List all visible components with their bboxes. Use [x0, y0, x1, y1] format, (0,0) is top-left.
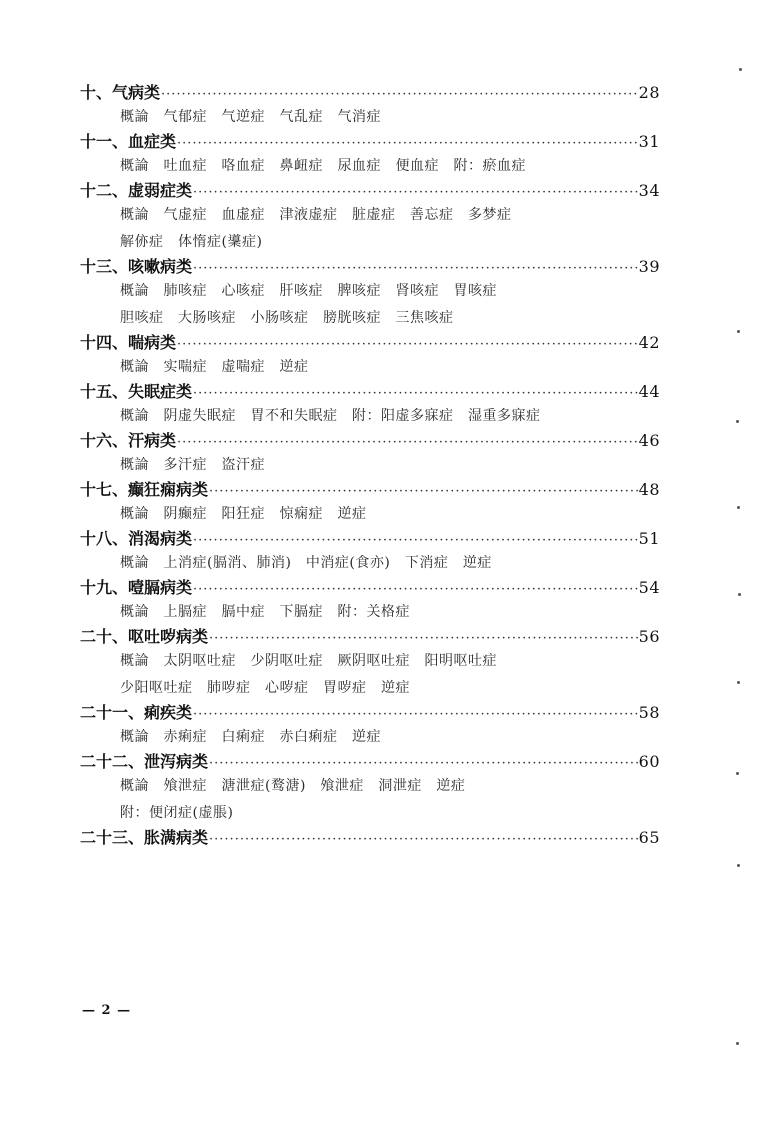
chapter-number: 二十一、 — [80, 703, 145, 722]
toc-heading-row — [80, 827, 660, 849]
toc-heading-row — [80, 577, 660, 599]
toc-entry — [80, 827, 660, 849]
subtopic-line: 概論 阴虚失眠症 胃不和失眠症 附：阳虚多寐症 湿重多寐症 — [120, 408, 541, 424]
page-number: 39 — [638, 257, 660, 276]
scan-speck — [736, 772, 739, 775]
toc-heading-row — [80, 430, 660, 452]
subtopic-line: 概論 飧泄症 溏泄症(鹜溏) 飧泄症 洞泄症 逆症 — [120, 778, 466, 794]
chapter-number: 十七、 — [80, 480, 129, 499]
subtopic-line: 概論 赤痢症 白痢症 赤白痢症 逆症 — [120, 729, 381, 745]
toc-heading-row — [80, 180, 660, 202]
dot-leader — [177, 334, 638, 356]
scan-speck — [737, 681, 740, 684]
chapter-number: 十六、 — [80, 431, 129, 450]
dot-leader — [193, 704, 638, 726]
subtopic-line: 概論 上膈症 膈中症 下膈症 附：关格症 — [120, 604, 410, 620]
table-of-contents — [80, 82, 660, 849]
toc-entry — [80, 381, 660, 430]
chapter-number: 十、 — [80, 83, 113, 102]
chapter-number: 十二、 — [80, 181, 129, 200]
subtopic-line: 胆咳症 大肠咳症 小肠咳症 膀胱咳症 三焦咳症 — [120, 310, 454, 326]
chapter-title: 消渴病类 — [128, 529, 193, 548]
page-number: 65 — [638, 828, 660, 847]
chapter-title: 噎膈病类 — [128, 578, 193, 597]
toc-entry — [80, 751, 660, 827]
chapter-title: 虚弱症类 — [128, 181, 193, 200]
page-number: 48 — [638, 480, 660, 499]
dot-leader — [209, 829, 638, 851]
subtopic-line: 少阳呕吐症 肺哕症 心哕症 胃哕症 逆症 — [120, 680, 410, 696]
dot-leader — [193, 182, 638, 204]
chapter-number: 二十、 — [80, 627, 129, 646]
chapter-title: 气病类 — [112, 83, 161, 102]
chapter-title: 失眠症类 — [128, 382, 193, 401]
dot-leader — [193, 258, 638, 280]
page-number-footer: — 2 — — [82, 1003, 132, 1018]
toc-heading-row — [80, 626, 660, 648]
dot-leader — [193, 579, 638, 601]
page-number: 51 — [638, 529, 660, 548]
dot-leader — [209, 628, 638, 650]
toc-entry — [80, 702, 660, 751]
chapter-title: 汗病类 — [128, 431, 177, 450]
dot-leader — [193, 383, 638, 405]
subtopic-line: 概論 多汗症 盗汗症 — [120, 457, 265, 473]
chapter-number: 十四、 — [80, 333, 129, 352]
chapter-title: 胀满病类 — [144, 828, 209, 847]
scan-speck — [736, 420, 739, 423]
toc-entry — [80, 479, 660, 528]
subtopic-line: 概論 肺咳症 心咳症 肝咳症 脾咳症 肾咳症 胃咳症 — [120, 283, 497, 299]
chapter-number: 十八、 — [80, 529, 129, 548]
subtopic-line: 解㑊症 体惰症(䆃症) — [120, 234, 263, 250]
page-number: 28 — [638, 83, 660, 102]
scan-speck — [736, 1042, 739, 1045]
toc-heading-row — [80, 332, 660, 354]
toc-entry — [80, 528, 660, 577]
subtopic-line: 概論 气虚症 血虚症 津液虚症 脏虚症 善忘症 多梦症 — [120, 207, 512, 223]
toc-heading-row — [80, 702, 660, 724]
dot-leader — [161, 84, 638, 106]
chapter-number: 十一、 — [80, 132, 129, 151]
chapter-title: 癫狂痫病类 — [128, 480, 209, 499]
subtopic-line: 概論 阴癫症 阳狂症 惊痫症 逆症 — [120, 506, 367, 522]
toc-heading-row — [80, 82, 660, 104]
page-number: 58 — [638, 703, 660, 722]
page-number: 54 — [638, 578, 660, 597]
chapter-number: 十九、 — [80, 578, 129, 597]
page-number: 42 — [638, 333, 660, 352]
toc-entry — [80, 82, 660, 131]
page-number: 31 — [638, 132, 660, 151]
toc-heading-row — [80, 751, 660, 773]
dot-leader — [209, 753, 638, 775]
chapter-title: 痢疾类 — [144, 703, 193, 722]
chapter-title: 血症类 — [128, 132, 177, 151]
scan-speck — [737, 506, 740, 509]
scan-speck — [738, 593, 741, 596]
toc-entry — [80, 131, 660, 180]
chapter-title: 喘病类 — [128, 333, 177, 352]
chapter-number: 二十二、 — [80, 752, 145, 771]
toc-heading-row — [80, 131, 660, 153]
chapter-title: 呕吐哕病类 — [128, 627, 209, 646]
chapter-title: 泄泻病类 — [144, 752, 209, 771]
chapter-number: 二十三、 — [80, 828, 145, 847]
scan-speck — [739, 68, 742, 71]
subtopic-line: 概論 气郁症 气逆症 气乱症 气消症 — [120, 109, 381, 125]
chapter-number: 十五、 — [80, 382, 129, 401]
dot-leader — [209, 481, 638, 503]
chapter-number: 十三、 — [80, 257, 129, 276]
page-number: 60 — [638, 752, 660, 771]
subtopic-line: 概論 吐血症 咯血症 鼻衄症 尿血症 便血症 附：瘀血症 — [120, 158, 526, 174]
toc-list — [80, 82, 660, 849]
scan-speck — [737, 864, 740, 867]
subtopic-line: 概論 实喘症 虚喘症 逆症 — [120, 359, 309, 375]
subtopic-line: 附：便闭症(虚脹) — [120, 805, 234, 821]
chapter-title: 咳嗽病类 — [128, 257, 193, 276]
dot-leader — [177, 133, 638, 155]
page-number: 46 — [638, 431, 660, 450]
toc-heading-row — [80, 528, 660, 550]
toc-entry — [80, 430, 660, 479]
toc-heading-row — [80, 256, 660, 278]
toc-heading-row — [80, 479, 660, 501]
subtopic-line: 概論 上消症(膈消、肺消) 中消症(食亦) 下消症 逆症 — [120, 555, 492, 571]
dot-leader — [193, 530, 638, 552]
page-number: 56 — [638, 627, 660, 646]
toc-entry — [80, 256, 660, 332]
toc-entry — [80, 577, 660, 626]
toc-heading-row — [80, 381, 660, 403]
toc-entry — [80, 332, 660, 381]
scan-speck — [737, 330, 740, 333]
page-number: 34 — [638, 181, 660, 200]
page-number: 44 — [638, 382, 660, 401]
toc-entry — [80, 180, 660, 256]
subtopic-line: 概論 太阴呕吐症 少阴呕吐症 厥阴呕吐症 阳明呕吐症 — [120, 653, 497, 669]
dot-leader — [177, 432, 638, 454]
toc-entry — [80, 626, 660, 702]
